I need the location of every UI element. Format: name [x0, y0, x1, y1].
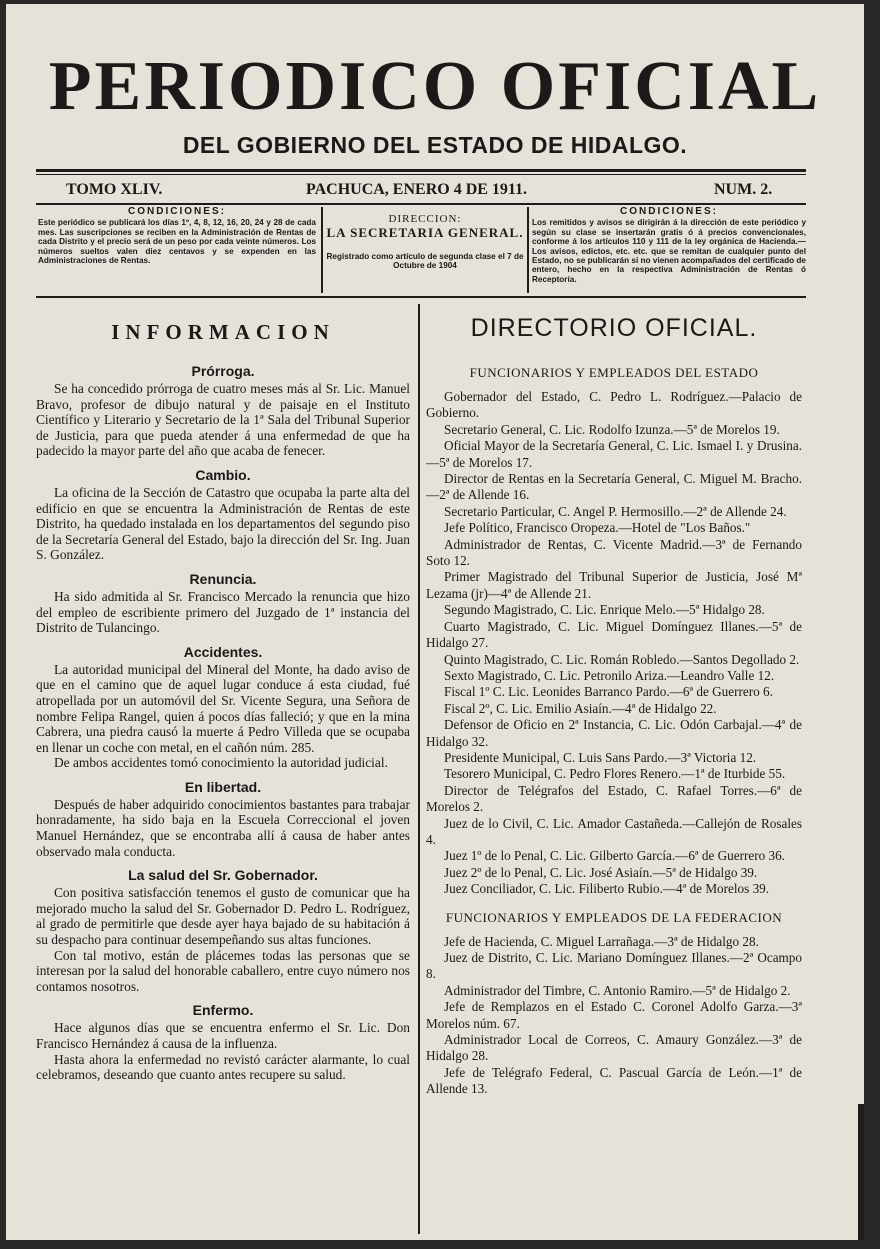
- newspaper-page: [6, 4, 864, 1240]
- directory-entry: Gobernador del Estado, C. Pedro L. Rodríguez.—Palacio de Gobierno.: [426, 389, 802, 421]
- article-title: La salud del Sr. Gobernador.: [128, 867, 318, 884]
- directory-entry: Administrador de Rentas, C. Vicente Madrid.—3ª de Fernando Soto 12.: [426, 536, 802, 569]
- article-title: Renuncia.: [189, 570, 257, 587]
- directory-entry: Juez 1º de lo Penal, C. Lic. Gilberto García.—6ª de Guerrero 36.: [444, 848, 785, 864]
- meta-rule: [36, 203, 806, 205]
- article-body: Con positiva satisfacción tenemos el gusto de comunicar que ha mejorado mucho la salud del Sr. Gobernador D. Pedro L. Rodríguez, al grado de permitirle que desde ayer haya bajado de su habitación á su despacho para continuar desempeñando sus altas funciones.: [36, 885, 410, 948]
- issue-place-date: PACHUCA, ENERO 4 DE 1911.: [306, 181, 528, 198]
- article-body: Hasta ahora la enfermedad no revistó carácter alarmante, lo cual celebramos, deseando que cuanto antes recupere su salud.: [36, 1051, 410, 1083]
- article-body: Con tal motivo, están de plácemes todas las personas que se interesan por la salud del honorable caballero, entre cuyo número nos contamos nosotros.: [36, 947, 410, 994]
- directory-entry: Juez Conciliador, C. Lic. Filiberto Rubio.—4ª de Morelos 39.: [444, 881, 770, 897]
- directory-entry: Director de Telégrafos del Estado, C. Rafael Torres.—6ª de Morelos 2.: [426, 782, 802, 815]
- article-body: Hace algunos días que se encuentra enfermo el Sr. Lic. Don Francisco Hernández á causa de la influenza.: [36, 1020, 410, 1051]
- box-divider: [527, 207, 529, 293]
- estado-heading: FUNCIONARIOS Y EMPLEADOS DEL ESTADO: [469, 365, 759, 380]
- page-edge-shadow: [858, 1104, 864, 1240]
- article-title: Cambio.: [195, 466, 251, 483]
- article-title: Enfermo.: [192, 1002, 254, 1019]
- directory-entry: Tesorero Municipal, C. Pedro Flores Renero.—1ª de Iturbide 55.: [444, 766, 786, 782]
- directory-entry: Administrador Local de Correos, C. Amaury González.—3ª de Hidalgo 28.: [426, 1032, 802, 1064]
- conditions-right-title: CONDICIONES:: [620, 207, 718, 217]
- directory-entry: Sexto Magistrado, C. Lic. Petronilo Ariza.—Leandro Valle 12.: [444, 667, 775, 683]
- directory-entry: Juez de lo Civil, C. Lic. Amador Castañeda.—Callejón de Rosales 4.: [426, 815, 802, 847]
- article-title: En libertad.: [184, 778, 262, 795]
- top-rule-thin: [36, 174, 806, 175]
- directory-entry: Jefe Político, Francisco Oropeza.—Hotel de "Los Baños.": [444, 520, 751, 536]
- direction-note: Registrado como artículo de segunda clase el 7 de Octubre de 1904: [326, 251, 524, 271]
- article-body: Después de haber adquirido conocimientos bastantes para trabajar honradamente, ha sido baja en la Escuela Correccional el joven Manuel Hernández, que se encontraba allí á causa de haber antes observado mala conducta.: [36, 796, 410, 859]
- column-divider: [418, 304, 420, 1234]
- direction-title: DIRECCION:: [388, 213, 462, 225]
- federacion-heading: FUNCIONARIOS Y EMPLEADOS DE LA FEDERACION: [445, 909, 783, 925]
- box-bottom-rule: [36, 296, 806, 298]
- conditions-left-title: CONDICIONES:: [128, 207, 226, 217]
- directory-entry: Jefe de Telégrafo Federal, C. Pascual García de León.—1ª de Allende 13.: [426, 1064, 802, 1097]
- article-body: La oficina de la Sección de Catastro que ocupaba la parte alta del edificio en que se encuentra la Administración de Rentas de este Distrito, ha quedado instalada en los departamentos del segundo piso de la Secretaría General del Estado, bajo la dirección del Sr. Ing. Juan S. González.: [36, 484, 410, 563]
- directory-entry: Cuarto Magistrado, C. Lic. Miguel Domínguez Illanes.—5ª de Hidalgo 27.: [426, 618, 802, 651]
- conditions-left-text: Este periódico se publicará los días 1º, 4, 8, 12, 16, 20, 24 y 28 de cada mes. Las suscripciones se reciben en la Administración de Rentas de cada Distrito y el precio será de un peso por cada veinte números. Los números sueltos valen diez centavos y se expenden en las Administraciones de Rentas.: [38, 218, 316, 266]
- directory-entry: Jefe de Remplazos en el Estado C. Coronel Adolfo Garza.—3ª Morelos núm. 67.: [426, 999, 802, 1031]
- directory-entry: Juez 2º de lo Penal, C. Lic. José Asiaín.—5ª de Hidalgo 39.: [444, 864, 758, 880]
- directory-entry: Oficial Mayor de la Secretaría General, C. Lic. Ismael I. y Drusina.—5ª de Morelos 17.: [426, 438, 802, 470]
- directory-entry: Defensor de Oficio en 2ª Instancia, C. Lic. Odón Carbajal.—4ª de Hidalgo 32.: [426, 717, 802, 749]
- directorio-heading: DIRECTORIO OFICIAL.: [470, 314, 758, 342]
- directorio-column: [426, 314, 802, 1236]
- article-body: De ambos accidentes tomó conocimiento la autoridad judicial.: [54, 755, 388, 771]
- conditions-box-right: [532, 207, 806, 294]
- directory-entry: Presidente Municipal, C. Luis Sans Pardo.—3ª Victoria 12.: [444, 749, 757, 765]
- directory-entry: Quinto Magistrado, C. Lic. Román Robledo.—Santos Degollado 2.: [444, 651, 800, 667]
- estado-list: [426, 389, 802, 898]
- article-body: Ha sido admitida al Sr. Francisco Mercado la renuncia que hizo del empleo de escribiente primero del Juzgado de 1ª instancia del Distrito de Tulancingo.: [36, 588, 410, 636]
- directory-entry: Primer Magistrado del Tribunal Superior de Justicia, José Mª Lezama (jr)—4ª de Allende 21.: [426, 569, 802, 601]
- article-title: Accidentes.: [183, 643, 263, 660]
- article-body: Se ha concedido prórroga de cuatro meses más al Sr. Lic. Manuel Bravo, profesor de dibujo natural y de paisaje en el Instituto Científico y Literario y Secretario de la 1ª Sala del Tribunal Superior de Justicia, para que pueda atender á una enfermedad de que ha padecido la mayor parte del año que acaba de fenecer.: [36, 381, 410, 459]
- directory-entry: Secretario General, C. Lic. Rodolfo Izunza.—5ª de Morelos 19.: [444, 421, 780, 437]
- direction-box: [326, 207, 524, 294]
- masthead-title: PERIODICO OFICIAL: [48, 48, 822, 125]
- top-rule: [36, 169, 806, 172]
- informacion-heading: INFORMACION: [111, 320, 335, 344]
- article-title: Prórroga.: [191, 363, 255, 379]
- issue-number: NUM. 2.: [714, 181, 773, 198]
- conditions-box-left: [38, 207, 316, 294]
- directory-entry: Fiscal 1º C. Lic. Leonides Barranco Pardo.—6ª de Guerrero 6.: [444, 684, 773, 700]
- directory-entry: Fiscal 2º, C. Lic. Emilio Asiaín.—4ª de Hidalgo 22.: [444, 700, 717, 716]
- directory-entry: Segundo Magistrado, C. Lic. Enrique Melo.—5ª Hidalgo 28.: [444, 602, 765, 618]
- directory-entry: Administrador del Timbre, C. Antonio Ramiro.—5ª de Hidalgo 2.: [444, 982, 791, 998]
- article-body: La autoridad municipal del Mineral del Monte, ha dado aviso de que en el camino que de aquel lugar conduce á esta ciudad, fué atropellada por un automóvil del Sr. Vicente Segura, una Señora de nombre Felipa Rangel, quien á pocos días falleció; y que en la mina Cabrera, una piedra causó la muerte á Pedro Villeda que se ocupaba en llenar un coche con metal, en el cañón núm. 285.: [36, 661, 410, 755]
- directory-entry: Juez de Distrito, C. Lic. Mariano Domínguez Illanes.—2ª Ocampo 8.: [426, 950, 802, 982]
- direction-name: LA SECRETARIA GENERAL.: [326, 225, 524, 241]
- directory-entry: Jefe de Hacienda, C. Miguel Larrañaga.—3ª de Hidalgo 28.: [444, 933, 759, 949]
- federacion-list: [426, 934, 802, 1098]
- box-divider: [321, 207, 323, 293]
- conditions-right-text: Los remitidos y avisos se dirigirán á la dirección de este periódico y según su clase se insertarán gratis ó á precios convencionales, conforme á los artículos 110 y 111 de la ley orgánica de Hacienda.—Los avisos, edictos, etc. etc. que se remitan de cualquier punto del Estado, no se publicarán si no vienen acompañados del certificado de entero, hecho en la respectiva Administración de Rentas ó Receptoría.: [532, 218, 806, 284]
- informacion-column: [36, 320, 410, 1238]
- masthead-subtitle: DEL GOBIERNO DEL ESTADO DE HIDALGO.: [182, 132, 688, 158]
- issue-volume: TOMO XLIV.: [66, 181, 163, 198]
- directory-entry: Secretario Particular, C. Angel P. Hermosillo.—2ª de Allende 24.: [444, 503, 787, 519]
- directory-entry: Director de Rentas en la Secretaría General, C. Miguel M. Bracho.—2ª de Allende 16.: [426, 471, 802, 503]
